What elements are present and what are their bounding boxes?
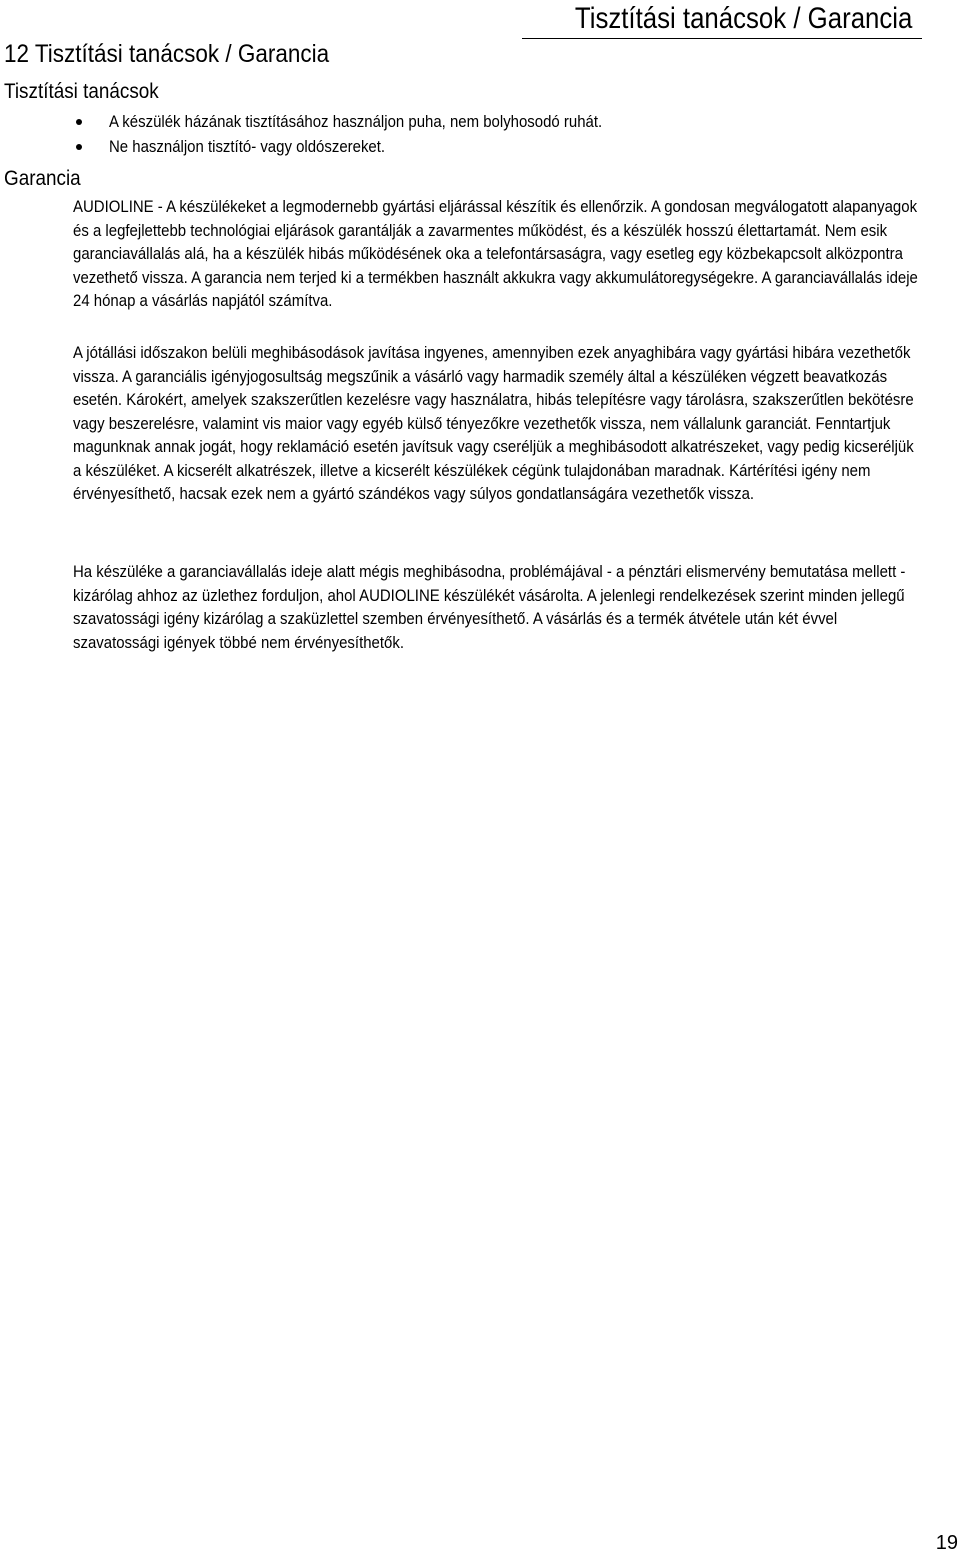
header-rule — [522, 38, 922, 39]
bullet-text: A készülék házának tisztításához használjon puha, nem bolyhosodó ruhát. — [109, 112, 603, 131]
bullet-icon — [76, 144, 82, 150]
bullet-icon — [76, 119, 82, 125]
warranty-paragraph: A jótállási időszakon belüli meghibásodások javítása ingyenes, amennyiben ezek anyaghibára vagy gyártási hibára vezethetők vissza. A garanciális igényjogosultság megszűnik a vásárló vagy harmadik személy által a készüléken végzett beavatkozás esetén. Károkért, amelyek szakszerűtlen kezelésre vagy használatra, hibás telepítésre vagy tárolásra, szakszerűtlen bekötésre vagy beszerelésre, valamint vis maior vagy egyéb külső tényezőkre vezethetők vissza, nem vállalunk garanciát. Fenntartjuk magunknak annak jogát, hogy reklamáció esetén javítsuk vagy cseréljük a meghibásodott alkatrészeket, vagy pedig kicseréljük a készüléket. A kicserélt alkatrészek, illetve a kicserélt készülékek cégünk tulajdonában maradnak. Kártérítési igény nem érvényesíthető, hacsak ezek nem a gyártó szándékos vagy súlyos gondatlanságára vezethetők vissza. — [73, 343, 914, 503]
page-number: 19 — [935, 1532, 958, 1554]
chapter-title: 12 Tisztítási tanácsok / Garancia — [4, 40, 330, 68]
cleaning-heading: Tisztítási tanácsok — [4, 80, 159, 103]
warranty-paragraph: AUDIOLINE - A készülékeket a legmodernebb gyártási eljárással készítik és ellenőrzik. A gondosan megválogatott alapanyagok és a legfejlettebb technológiai eljárások garantálják a zavarmentes működést, és a készülék hosszú élettartamát. Nem esik garanciavállalás alá, ha a készülék hibás működésének oka a telefontársaságra, vagy esetleg egy közbekapcsolt alközpontra vezethető vissza. A garancia nem terjed ki a termékben használt akkukra vagy akkumulátoregységekre. A garanciavállalás ideje 24 hónap a vásárlás napjától számítva. — [73, 197, 918, 310]
running-header: Tisztítási tanácsok / Garancia — [574, 2, 912, 35]
warranty-paragraph: Ha készüléke a garanciavállalás ideje alatt mégis meghibásodna, problémájával - a pénztári elismervény bemutatása mellett - kizárólag ahhoz az üzlethez forduljon, ahol AUDIOLINE készülékét vásárolta. A jelenlegi rendelkezések szerint minden jellegű szavatossági igény kizárólag a szaküzlettel szemben érvényesíthető. A vásárlás és a termék átvétele után két évvel szavatossági igények többé nem érvényesíthetők. — [73, 562, 906, 652]
bullet-text: Ne használjon tisztító- vagy oldószereket. — [109, 137, 386, 156]
warranty-heading: Garancia — [4, 167, 81, 190]
